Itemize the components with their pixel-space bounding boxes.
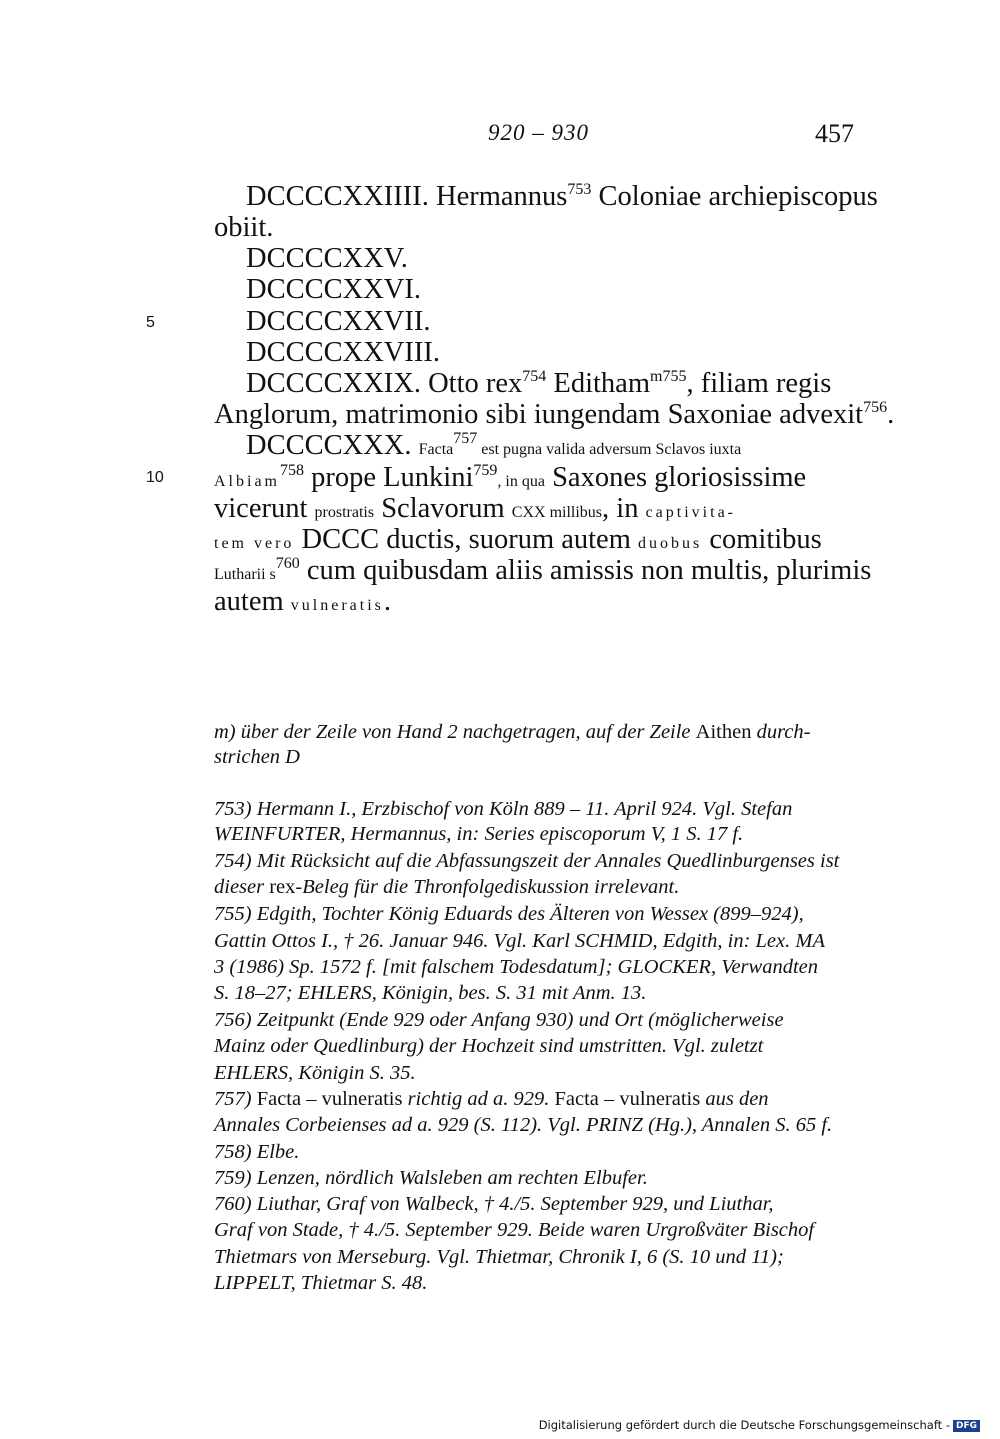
- footnote-line: Gattin Ottos I., † 26. Januar 946. Vgl. Karl SCHMID, Edgith, in: Lex. MA: [214, 930, 825, 952]
- footnote-m: [214, 721, 811, 744]
- text: durch-: [751, 721, 811, 743]
- footnote-ref-758: 758: [280, 462, 304, 479]
- annal-entry-928: DCCCCXXVIII.: [246, 337, 440, 368]
- annal-line: [214, 524, 822, 559]
- borrowed-text: CXX millibus: [511, 504, 603, 521]
- borrowed-text: Albiam: [214, 473, 280, 490]
- footnote-ref-757: 757: [453, 430, 478, 447]
- footnote-line: Annales Corbeienses ad a. 929 (S. 112). Vgl. PRINZ (Hg.), Annalen S. 65 f.: [214, 1114, 833, 1136]
- text: vicerunt: [214, 493, 315, 524]
- annal-entry-924: [246, 181, 878, 212]
- borrowed-text: , in qua: [497, 473, 545, 490]
- text: autem: [214, 586, 291, 617]
- text: , filiam regis: [686, 368, 832, 399]
- text: aus den: [700, 1088, 769, 1110]
- text: cum quibusdam aliis amissis non multis, plurimis: [299, 555, 872, 586]
- footnote-line: strichen D: [214, 746, 300, 768]
- page-number: 457: [815, 119, 854, 148]
- annal-entry-929: [246, 368, 831, 399]
- text: Saxones gloriosissime: [544, 462, 807, 493]
- borrowed-text: Lutharii s: [214, 566, 276, 583]
- footnote-line: S. 18–27; EHLERS, Königin, bes. S. 31 mit Anm. 13.: [214, 982, 647, 1004]
- annal-entry-930: [246, 430, 741, 465]
- footnote-759: 759) Lenzen, nördlich Walsleben am rechten Elbufer.: [214, 1167, 648, 1189]
- running-header-years: 920 – 930: [488, 120, 589, 145]
- borrowed-text: Facta: [418, 441, 454, 458]
- footnote-753: 753) Hermann I., Erzbischof von Köln 889 – 11. April 924. Vgl. Stefan: [214, 798, 793, 820]
- line-number-5: 5: [146, 314, 155, 331]
- footnote-line: [214, 876, 679, 899]
- footnote-756: 756) Zeitpunkt (Ende 929 oder Anfang 930) und Ort (möglicherweise: [214, 1009, 784, 1031]
- text: Anglorum, matrimonio sibi iungendam Saxoniae advexit: [214, 399, 864, 430]
- dfg-logo: DFG: [953, 1420, 980, 1432]
- text: DCCCCXXX.: [246, 430, 419, 461]
- annal-line: obiit.: [214, 212, 274, 243]
- text: 929.: [508, 1088, 555, 1110]
- annal-line: [214, 462, 806, 497]
- annal-line: [214, 399, 894, 430]
- text: ad a.: [467, 1088, 509, 1110]
- text: m) über der Zeile von Hand 2 nachgetragen, auf der Zeile: [214, 721, 696, 743]
- borrowed-text: captivita-: [645, 504, 736, 521]
- borrowed-text: vulneratis: [290, 597, 384, 614]
- footnote-line: WEINFURTER, Hermannus, in: Series episcoporum V, 1 S. 17 f.: [214, 823, 744, 845]
- funding-notice: [539, 1418, 980, 1432]
- footnote-ref-760: 760: [275, 555, 300, 572]
- annal-line: [214, 586, 391, 621]
- quoted-word: Facta – vulneratis: [256, 1088, 403, 1110]
- text: prope Lunkini: [304, 462, 474, 493]
- text: , in: [602, 493, 646, 524]
- quoted-word: rex: [269, 876, 296, 898]
- footnote-line: EHLERS, Königin S. 35.: [214, 1062, 416, 1084]
- footnote-ref-754: 754: [522, 368, 547, 385]
- text: .: [887, 399, 895, 430]
- footnote-754: 754) Mit Rücksicht auf die Abfassungszeit der Annales Quedlinburgenses ist: [214, 850, 840, 872]
- footnote-line: Graf von Stade, † 4./5. September 929. Beide waren Urgroßväter Bischof: [214, 1219, 815, 1241]
- footnote-757: [214, 1088, 769, 1111]
- text: 757): [214, 1088, 257, 1110]
- borrowed-text: est pugna valida adversum Sclavos iuxta: [477, 441, 742, 458]
- line-number-10: 10: [146, 469, 164, 486]
- quoted-word: Aithen: [695, 721, 752, 743]
- text: DCCCCXXIIII. Hermannus: [246, 181, 568, 212]
- text: comitibus: [702, 524, 822, 555]
- footnote-ref-m755: m755: [650, 368, 687, 385]
- footnote-ref-759: 759: [473, 462, 498, 479]
- borrowed-text: tem vero: [214, 535, 295, 552]
- footnote-line: 3 (1986) Sp. 1572 f. [mit falschem Todesdatum]; GLOCKER, Verwandten: [214, 956, 818, 978]
- text: -Beleg für die Thronfolgediskussion irrelevant.: [295, 876, 680, 898]
- footnote-line: LIPPELT, Thietmar S. 48.: [214, 1272, 428, 1294]
- footnote-line: Thietmars von Merseburg. Vgl. Thietmar, Chronik I, 6 (S. 10 und 11);: [214, 1246, 784, 1268]
- quoted-word: Facta – vulneratis: [554, 1088, 701, 1110]
- text: Editham: [546, 368, 650, 399]
- footnote-line: Mainz oder Quedlinburg) der Hochzeit sind umstritten. Vgl. zuletzt: [214, 1035, 764, 1057]
- text: richtig: [402, 1088, 468, 1110]
- funding-text: Digitalisierung gefördert durch die Deutsche Forschungsgemeinschaft -: [538, 1418, 950, 1432]
- borrowed-text: prostratis: [314, 504, 375, 521]
- text: DCCC ductis, suorum autem: [294, 524, 638, 555]
- annal-entry-927: DCCCCXXVII.: [246, 306, 431, 337]
- annal-entry-926: DCCCCXXVI.: [246, 274, 421, 305]
- text: Sclavorum: [374, 493, 512, 524]
- footnote-758: 758) Elbe.: [214, 1141, 300, 1163]
- text: dieser: [214, 876, 270, 898]
- annal-line: [214, 555, 871, 590]
- text: .: [383, 586, 391, 617]
- footnote-ref-756: 756: [863, 399, 888, 416]
- annal-entry-925: DCCCCXXV.: [246, 243, 408, 274]
- text: DCCCCXXIX. Otto rex: [246, 368, 523, 399]
- footnote-760: 760) Liuthar, Graf von Walbeck, † 4./5. September 929, und Liuthar,: [214, 1193, 774, 1215]
- footnote-755: 755) Edgith, Tochter König Eduards des Älteren von Wessex (899–924),: [214, 903, 804, 925]
- borrowed-text: duobus: [638, 535, 703, 552]
- text: Coloniae archiepiscopus: [591, 181, 878, 212]
- footnote-ref-753: 753: [567, 181, 592, 198]
- annal-line: [214, 493, 736, 528]
